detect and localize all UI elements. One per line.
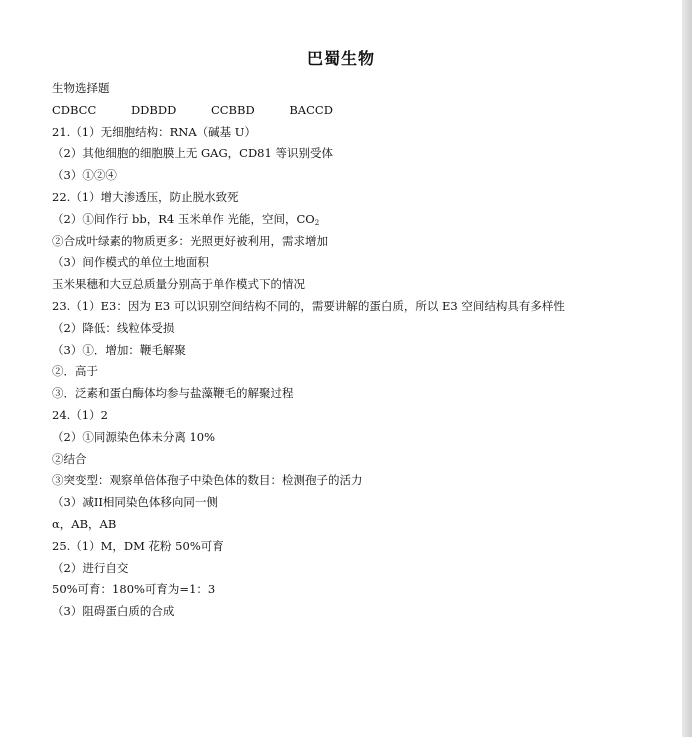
section-heading: 生物选择题 — [52, 81, 110, 95]
answer-line: 25.（1）M，DM 花粉 50%可育 — [52, 538, 224, 553]
answer-line: （2）其他细胞的细胞膜上无 GAG，CD81 等识别受体 — [52, 146, 333, 161]
answer-line: （2）降低：线粒体受损 — [52, 320, 175, 335]
answer-line: （3）阻碍蛋白质的合成 — [52, 604, 175, 619]
answer-line: （2）①同源染色体未分离 10% — [52, 429, 216, 444]
mcq-group-1: CDBCC — [52, 102, 97, 117]
answer-line: ②．高于 — [52, 364, 98, 379]
answer-line: （3）减II相同染色体移向同一侧 — [52, 495, 218, 510]
mcq-group-3: CCBBD — [210, 102, 255, 117]
answer-line: （2）进行自交 — [52, 560, 129, 575]
answer-text: （2）①间作行 bb，R4 玉米单作 光能，空间，CO — [52, 211, 315, 226]
answer-line: 21.（1）无细胞结构：RNA（碱基 U） — [52, 124, 256, 139]
mcq-group-4: BACCD — [289, 102, 333, 117]
answer-line: α，AB，AB — [52, 516, 117, 531]
answer-line: 玉米果穗和大豆总质量分别高于单作模式下的情况 — [52, 277, 305, 292]
answer-line — [52, 209, 662, 231]
answer-line: 22.（1）增大渗透压，防止脱水致死 — [52, 189, 239, 204]
answer-line: （3）①．增加：鞭毛解聚 — [52, 342, 186, 357]
mcq-group-2: DDBDD — [130, 102, 177, 117]
subscript: 2 — [314, 218, 320, 227]
mcq-answers — [52, 100, 662, 122]
answer-line: （3）①②④ — [52, 168, 117, 183]
page-edge-shadow — [682, 0, 692, 737]
answer-line: ②合成叶绿素的物质更多：光照更好被利用，需求增加 — [52, 233, 328, 248]
answer-line: 50%可育：180%可育为=1：3 — [52, 582, 216, 597]
answer-line: 23.（1）E3：因为 E3 可以识别空间结构不同的，需要讲解的蛋白质，所以 E3 空间结构具有多样性 — [52, 298, 565, 313]
answer-line: ②结合 — [52, 451, 87, 466]
answer-content — [52, 78, 662, 623]
answer-line: （3）间作模式的单位土地面积 — [52, 255, 209, 270]
answer-line: 24.（1）2 — [52, 407, 108, 422]
page-title: 巴蜀生物 — [306, 49, 375, 68]
answer-line: ③突变型：观察单倍体孢子中染色体的数目：检测孢子的活力 — [52, 473, 363, 488]
answer-line: ③．泛素和蛋白酶体均参与盐藻鞭毛的解聚过程 — [52, 386, 294, 401]
